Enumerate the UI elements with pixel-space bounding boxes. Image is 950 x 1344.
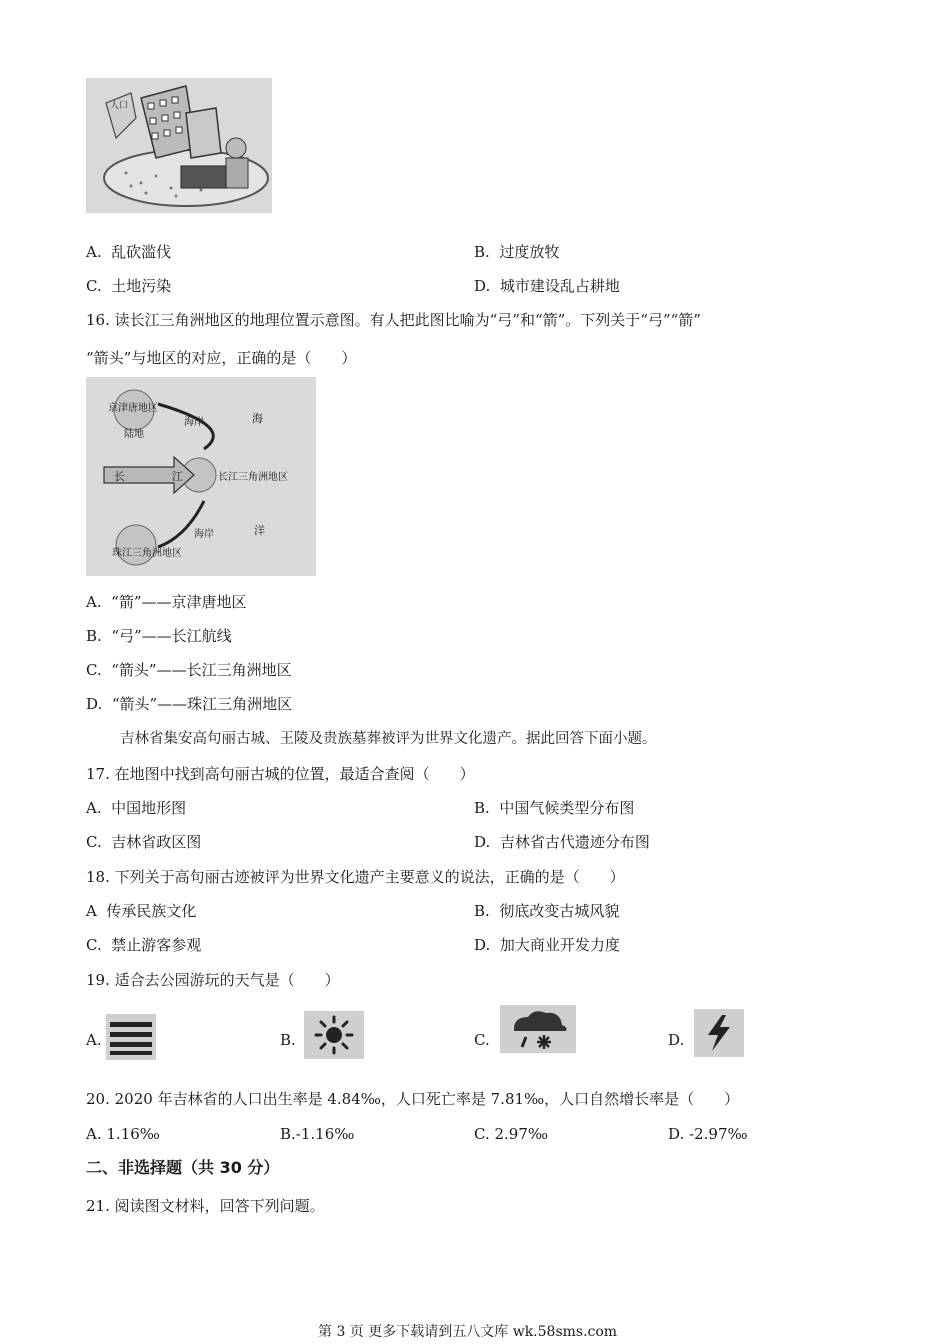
q16-option-d[interactable] (86, 694, 292, 714)
option-text: 中国气候类型分布图 (499, 799, 635, 817)
option-text: 乱砍滥伐 (111, 243, 172, 261)
option-text: 城市建设乱占耕地 (499, 277, 620, 295)
q15-option-c[interactable] (86, 276, 171, 296)
material-paragraph: 吉林省集安高句丽古城、王陵及贵族墓葬被评为世界文化遗产。据此回答下面小题。 (120, 731, 657, 747)
option-letter: C. (474, 1125, 490, 1143)
option-text: “箭头”——长江三角洲地区 (111, 661, 292, 679)
q21-stem: 21. 阅读图文材料，回答下列问题。 (86, 1197, 325, 1215)
map-label-yrd: 长江三角洲地区 (218, 472, 288, 483)
map-label-jjt: 京津唐地区 (108, 403, 158, 414)
option-text: 彻底改变古城风貌 (499, 902, 620, 920)
map-label-sea: 海 (252, 412, 263, 425)
q19-option-a-letter[interactable]: A. (86, 1031, 102, 1049)
option-letter: D. (474, 936, 491, 954)
page-footer: 第 3 页 更多下载请到五八文库 wk.58sms.com (318, 1324, 618, 1340)
option-text: 过度放牧 (499, 243, 560, 261)
option-text: 2.97‰ (494, 1125, 549, 1143)
q16-option-a[interactable] (86, 592, 247, 612)
q15-option-d[interactable] (474, 276, 620, 296)
option-letter: A (86, 902, 97, 920)
q18-option-c[interactable] (86, 935, 201, 955)
q15-option-b[interactable] (474, 242, 559, 262)
option-letter: B. (280, 1125, 296, 1143)
option-text: “箭”——京津唐地区 (111, 593, 247, 611)
q16-stem-line1: 16. 读长江三角洲地区的地理位置示意图。有人把此图比喻为“弓”和“箭”。下列关于“弓”“箭” (86, 311, 701, 329)
q15-option-a[interactable] (86, 242, 171, 262)
option-letter: B. (86, 627, 102, 645)
q18-option-b[interactable] (474, 901, 619, 921)
map-label-jiang: 江 (172, 470, 183, 483)
fog-icon[interactable] (106, 1014, 156, 1060)
option-letter: D. (668, 1125, 685, 1143)
q18-option-d[interactable] (474, 935, 620, 955)
q20-option-b[interactable] (280, 1124, 354, 1144)
option-letter: C. (86, 277, 102, 295)
map-label-ocean: 洋 (254, 524, 265, 537)
lightning-icon[interactable] (694, 1009, 744, 1057)
option-text: -1.16‰ (295, 1125, 355, 1143)
option-letter: A. (86, 243, 102, 261)
q20-option-d[interactable] (668, 1124, 748, 1144)
q16-option-c[interactable] (86, 660, 292, 680)
option-letter: B. (474, 243, 490, 261)
q19-option-b-letter[interactable]: B. (280, 1031, 296, 1049)
q20-option-a[interactable] (86, 1124, 160, 1144)
option-letter: C. (86, 661, 102, 679)
option-letter: D. (474, 833, 491, 851)
option-text: 禁止游客参观 (111, 936, 202, 954)
option-letter: B. (474, 902, 490, 920)
q20-stem: 20. 2020 年吉林省的人口出生率是 4.84‰，人口死亡率是 7.81‰，人口自然增长率是（ ） (86, 1090, 740, 1108)
q17-option-c[interactable] (86, 832, 201, 852)
option-text: 1.16‰ (106, 1125, 160, 1143)
rain-snow-icon[interactable] (500, 1005, 576, 1053)
option-text: 吉林省古代遗迹分布图 (499, 833, 650, 851)
option-letter: A. (86, 593, 102, 611)
section-2-title: 二、非选择题（共 30 分） (86, 1158, 280, 1177)
option-letter: C. (86, 833, 102, 851)
cartoon-drawing (86, 78, 272, 213)
option-text: 加大商业开发力度 (499, 936, 620, 954)
q16-stem-line2: “箭头”与地区的对应，正确的是（ ） (86, 349, 357, 367)
map-label-prd: 珠江三角洲地区 (112, 548, 182, 559)
option-letter: A. (86, 799, 102, 817)
map-label-land: 陆地 (124, 429, 144, 440)
q17-option-d[interactable] (474, 832, 650, 852)
sun-icon[interactable] (304, 1011, 364, 1059)
q17-stem: 17. 在地图中找到高句丽古城的位置，最适合查阅（ ） (86, 765, 475, 783)
q15-cartoon-figure (86, 78, 272, 213)
q19-option-d-letter[interactable]: D. (668, 1031, 685, 1049)
option-text: 土地污染 (111, 277, 172, 295)
option-text: 中国地形图 (111, 799, 187, 817)
map-label-chang: 长 (114, 470, 125, 483)
q17-option-a[interactable] (86, 798, 186, 818)
option-letter: D. (86, 695, 103, 713)
option-letter: D. (474, 277, 491, 295)
q19-stem: 19. 适合去公园游玩的天气是（ ） (86, 971, 340, 989)
option-letter: B. (474, 799, 490, 817)
q18-option-a[interactable] (86, 901, 196, 921)
option-text: “弓”——长江航线 (111, 627, 232, 645)
q18-stem: 18. 下列关于高句丽古迹被评为世界文化遗产主要意义的说法，正确的是（ ） (86, 868, 625, 886)
option-letter: A. (86, 1125, 102, 1143)
q17-option-b[interactable] (474, 798, 634, 818)
option-text: “箭头”——珠江三角洲地区 (111, 695, 293, 713)
q16-map-figure (86, 377, 316, 576)
option-text: 吉林省政区图 (111, 833, 202, 851)
map-label-coast-bottom: 海岸 (194, 529, 214, 540)
q16-option-b[interactable] (86, 626, 232, 646)
svg-text:人口: 人口 (110, 101, 129, 111)
option-letter: C. (86, 936, 102, 954)
q19-option-c-letter[interactable]: C. (474, 1031, 490, 1049)
map-label-coast-top: 海岸 (184, 417, 204, 428)
option-text: -2.97‰ (689, 1125, 748, 1143)
q20-option-c[interactable] (474, 1124, 548, 1144)
option-text: 传承民族文化 (106, 902, 197, 920)
